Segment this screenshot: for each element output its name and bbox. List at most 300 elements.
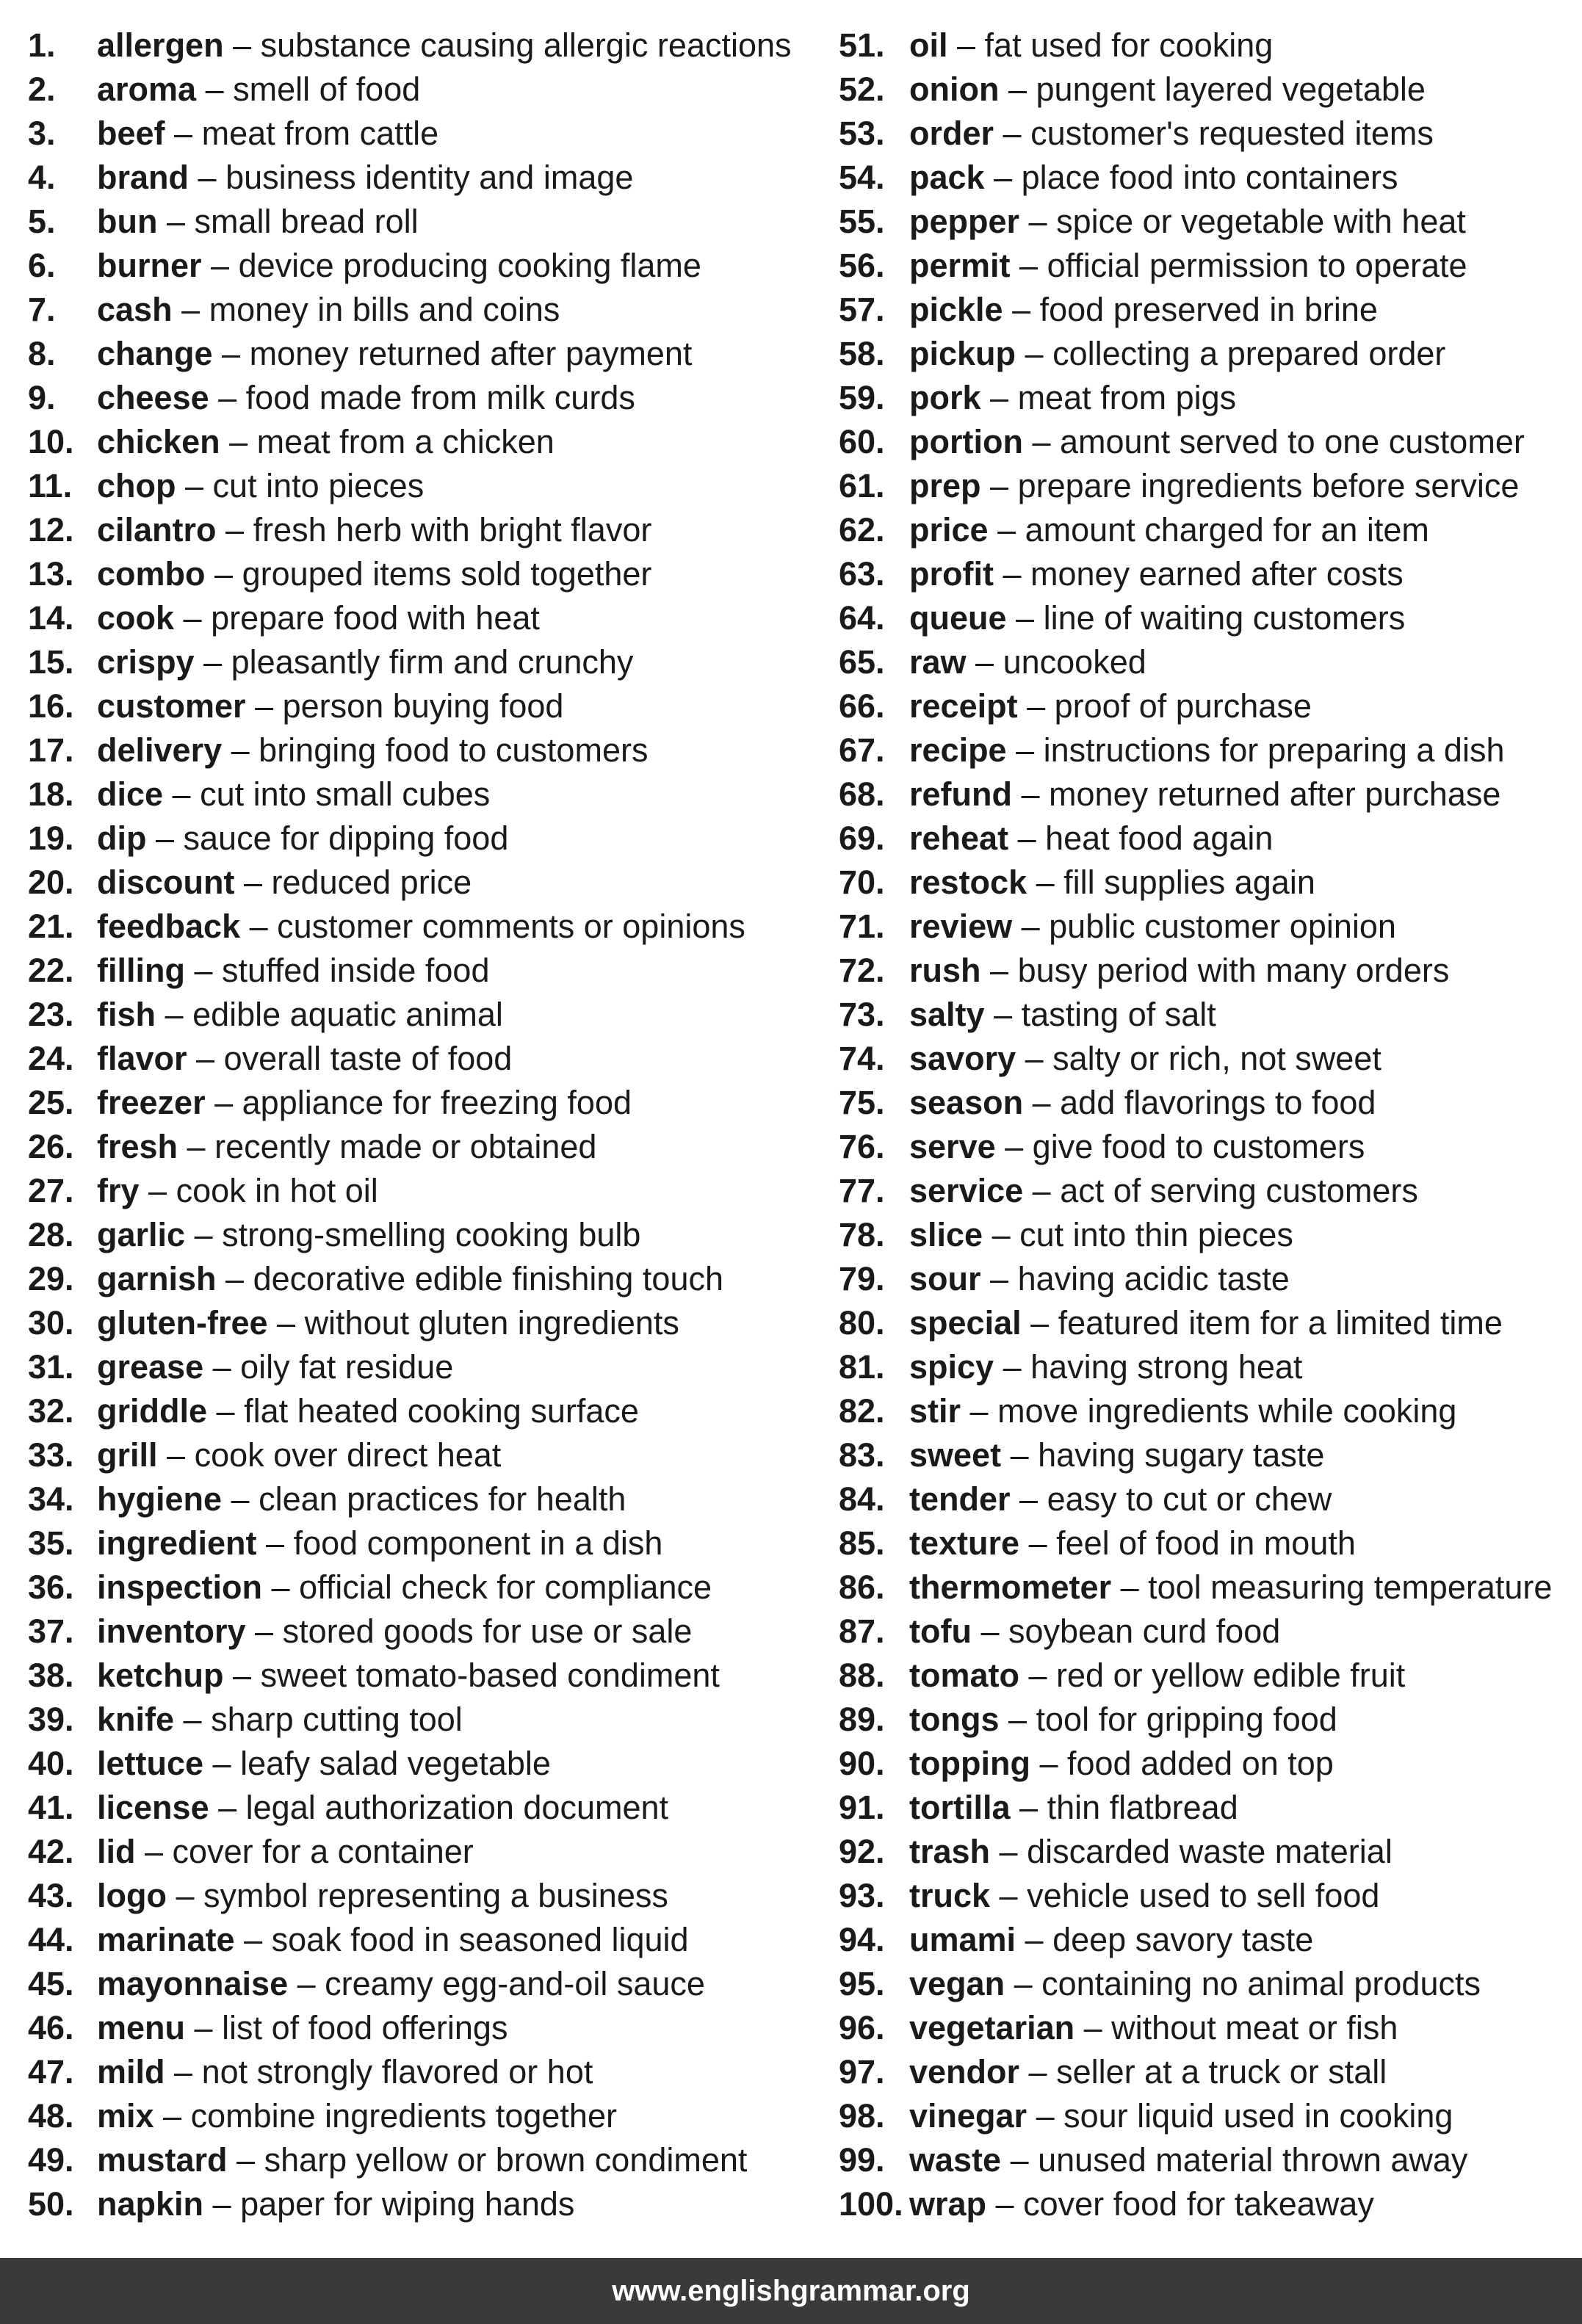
list-item: [839, 1081, 1573, 1125]
item-number: 99.: [839, 2141, 885, 2179]
dash-separator: –: [1006, 599, 1044, 637]
vocab-word: reheat: [909, 819, 1009, 857]
item-number: 65.: [839, 643, 885, 681]
dash-separator: –: [999, 70, 1036, 108]
definition: tool measuring temperature: [1148, 1568, 1553, 1606]
list-item: [28, 728, 806, 772]
list-item: [28, 1213, 806, 1257]
definition: combine ingredients together: [190, 2097, 617, 2135]
definition: person buying food: [282, 687, 564, 725]
vocab-word: cheese: [97, 379, 209, 416]
list-item: [28, 1918, 806, 1962]
item-number: 43.: [28, 1877, 74, 1914]
item-number: 51.: [839, 26, 885, 64]
list-item: [28, 1962, 806, 2006]
vocab-word: profit: [909, 555, 994, 593]
dash-separator: –: [1005, 1965, 1042, 2002]
list-item: [28, 684, 806, 728]
dash-separator: –: [185, 1216, 223, 1253]
list-item: [839, 1257, 1573, 1301]
item-number: 47.: [28, 2053, 74, 2090]
definition: smell of food: [233, 70, 421, 108]
vocab-word: spicy: [909, 1348, 994, 1386]
definition: list of food offerings: [222, 2009, 508, 2046]
dash-separator: –: [1001, 1436, 1039, 1474]
list-item: [839, 332, 1573, 376]
dash-separator: –: [994, 1348, 1031, 1386]
list-item: [28, 1081, 806, 1125]
item-number: 30.: [28, 1304, 74, 1342]
item-number: 10.: [28, 423, 74, 460]
dash-separator: –: [971, 1612, 1008, 1650]
item-number: 44.: [28, 1921, 74, 1958]
item-number: 40.: [28, 1745, 74, 1782]
list-item: [28, 23, 806, 68]
definition: official check for compliance: [299, 1568, 712, 1606]
definition: cut into small cubes: [200, 775, 491, 813]
item-number: 20.: [28, 864, 74, 901]
list-item: [839, 993, 1573, 1037]
definition: reduced price: [271, 864, 472, 901]
dash-separator: –: [187, 1040, 224, 1077]
definition: decorative edible finishing touch: [253, 1260, 724, 1297]
dash-separator: –: [983, 1216, 1020, 1253]
list-item: [839, 2138, 1573, 2182]
item-number: 60.: [839, 423, 885, 460]
list-item: [28, 949, 806, 993]
vocab-word: sweet: [909, 1436, 1002, 1474]
item-number: 13.: [28, 555, 74, 593]
vocab-word: mustard: [97, 2141, 228, 2179]
item-number: 62.: [839, 511, 885, 549]
vocab-word: season: [909, 1084, 1024, 1121]
list-item: [839, 552, 1573, 596]
dash-separator: –: [156, 996, 193, 1033]
definition: money earned after costs: [1030, 555, 1404, 593]
item-number: 70.: [839, 864, 885, 901]
list-item: [28, 1169, 806, 1213]
list-item: [839, 112, 1573, 156]
item-number: 21.: [28, 908, 74, 945]
definition: soak food in seasoned liquid: [271, 1921, 689, 1958]
list-item: [839, 2094, 1573, 2138]
list-item: [28, 1654, 806, 1698]
vocab-word: topping: [909, 1745, 1030, 1782]
list-item: [839, 156, 1573, 200]
item-number: 6.: [28, 247, 56, 284]
dash-separator: –: [139, 1172, 176, 1209]
item-number: 68.: [839, 775, 885, 813]
item-number: 7.: [28, 291, 56, 328]
list-item: [28, 1433, 806, 1477]
vocab-word: tofu: [909, 1612, 972, 1650]
vocab-word: lettuce: [97, 1745, 204, 1782]
dash-separator: –: [194, 643, 231, 681]
dash-separator: –: [205, 1084, 242, 1121]
dash-separator: –: [245, 1612, 283, 1650]
dash-separator: –: [196, 70, 234, 108]
item-number: 23.: [28, 996, 74, 1033]
vocab-word: fry: [97, 1172, 140, 1209]
dash-separator: –: [966, 643, 1003, 681]
definition: deep savory taste: [1052, 1921, 1314, 1958]
dash-separator: –: [209, 1789, 246, 1826]
dash-separator: –: [980, 467, 1018, 504]
vocab-word: oil: [909, 26, 948, 64]
definition: easy to cut or chew: [1047, 1480, 1332, 1518]
item-number: 54.: [839, 159, 885, 196]
definition: feel of food in mouth: [1056, 1524, 1356, 1562]
vocab-word: license: [97, 1789, 209, 1826]
list-item: [28, 596, 806, 640]
dash-separator: –: [223, 1657, 261, 1694]
list-item: [839, 1433, 1573, 1477]
dash-separator: –: [990, 1877, 1027, 1914]
list-item: [839, 949, 1573, 993]
definition: line of waiting customers: [1043, 599, 1406, 637]
vocab-word: waste: [909, 2141, 1002, 2179]
item-number: 75.: [839, 1084, 885, 1121]
vocab-word: umami: [909, 1921, 1016, 1958]
definition: unused material thrown away: [1038, 2141, 1468, 2179]
list-item: [839, 2050, 1573, 2094]
item-number: 89.: [839, 1701, 885, 1738]
item-number: 87.: [839, 1612, 885, 1650]
list-item: [839, 244, 1573, 288]
list-item: [28, 1786, 806, 1830]
vocab-word: onion: [909, 70, 1000, 108]
vocab-word: tender: [909, 1480, 1011, 1518]
vocab-word: wrap: [909, 2185, 987, 2223]
item-number: 59.: [839, 379, 885, 416]
definition: business identity and image: [225, 159, 634, 196]
item-number: 25.: [28, 1084, 74, 1121]
vocab-word: special: [909, 1304, 1022, 1342]
definition: oily fat residue: [240, 1348, 454, 1386]
vocab-word: mild: [97, 2053, 165, 2090]
definition: device producing cooking flame: [238, 247, 701, 284]
definition: legal authorization document: [245, 1789, 669, 1826]
definition: cut into pieces: [212, 467, 425, 504]
dash-separator: –: [990, 1833, 1027, 1870]
list-item: [28, 1874, 806, 1918]
definition: heat food again: [1045, 819, 1274, 857]
list-item: [839, 464, 1573, 508]
vocab-word: garlic: [97, 1216, 186, 1253]
vocab-word: vegetarian: [909, 2009, 1075, 2046]
item-number: 14.: [28, 599, 74, 637]
item-number: 28.: [28, 1216, 74, 1253]
list-item: [28, 552, 806, 596]
item-number: 92.: [839, 1833, 885, 1870]
item-number: 48.: [28, 2097, 74, 2135]
dash-separator: –: [203, 2185, 241, 2223]
definition: amount charged for an item: [1025, 511, 1429, 549]
definition: sharp cutting tool: [211, 1701, 463, 1738]
dash-separator: –: [995, 1128, 1033, 1165]
definition: pungent layered vegetable: [1036, 70, 1426, 108]
dash-separator: –: [174, 599, 212, 637]
item-number: 76.: [839, 1128, 885, 1165]
dash-separator: –: [166, 1877, 204, 1914]
definition: grouped items sold together: [242, 555, 652, 593]
dash-separator: –: [178, 1128, 215, 1165]
definition: sauce for dipping food: [183, 819, 509, 857]
vocab-word: stir: [909, 1392, 961, 1430]
definition: money returned after purchase: [1049, 775, 1501, 813]
dash-separator: –: [980, 952, 1018, 989]
item-number: 33.: [28, 1436, 74, 1474]
vocab-word: allergen: [97, 26, 224, 64]
definition: cook over direct heat: [194, 1436, 502, 1474]
vocab-word: refund: [909, 775, 1012, 813]
item-number: 19.: [28, 819, 74, 857]
item-number: 4.: [28, 159, 56, 196]
item-number: 88.: [839, 1657, 885, 1694]
vocab-word: serve: [909, 1128, 996, 1165]
vocab-word: portion: [909, 423, 1023, 460]
definition: bringing food to customers: [259, 731, 649, 769]
dash-separator: –: [947, 26, 985, 64]
dash-separator: –: [980, 379, 1018, 416]
item-number: 58.: [839, 335, 885, 372]
dash-separator: –: [262, 1568, 300, 1606]
vocab-word: tomato: [909, 1657, 1019, 1694]
vocab-word: garnish: [97, 1260, 217, 1297]
dash-separator: –: [157, 203, 195, 240]
vocab-word: beef: [97, 115, 165, 152]
vocab-word: grill: [97, 1436, 158, 1474]
definition: without meat or fish: [1111, 2009, 1398, 2046]
item-number: 42.: [28, 1833, 74, 1870]
item-number: 82.: [839, 1392, 885, 1430]
dash-separator: –: [185, 2009, 223, 2046]
list-item: [839, 1698, 1573, 1742]
list-item: [839, 1742, 1573, 1786]
item-number: 46.: [28, 2009, 74, 2046]
vocab-word: sour: [909, 1260, 981, 1297]
vocab-word: pork: [909, 379, 981, 416]
definition: act of serving customers: [1060, 1172, 1418, 1209]
dash-separator: –: [1027, 2097, 1064, 2135]
definition: uncooked: [1003, 643, 1146, 681]
item-number: 36.: [28, 1568, 74, 1606]
item-number: 83.: [839, 1436, 885, 1474]
item-number: 24.: [28, 1040, 74, 1077]
dash-separator: –: [1008, 819, 1046, 857]
list-item: [839, 1301, 1573, 1345]
item-number: 94.: [839, 1921, 885, 1958]
footer-url: www.englishgrammar.org: [612, 2275, 970, 2307]
definition: stuffed inside food: [222, 952, 490, 989]
definition: prepare food with heat: [211, 599, 540, 637]
vocab-word: raw: [909, 643, 967, 681]
list-item: [28, 1389, 806, 1433]
list-item: [839, 817, 1573, 861]
dash-separator: –: [999, 1701, 1036, 1738]
vocab-word: bun: [97, 203, 158, 240]
list-item: [839, 1918, 1573, 1962]
item-number: 57.: [839, 291, 885, 328]
vocab-word: cook: [97, 599, 175, 637]
vocab-word: vendor: [909, 2053, 1020, 2090]
vocab-word: salty: [909, 996, 985, 1033]
definition: cover food for takeaway: [1023, 2185, 1374, 2223]
list-item: [839, 1521, 1573, 1565]
definition: soybean curd food: [1008, 1612, 1281, 1650]
list-item: [28, 817, 806, 861]
vocab-word: freezer: [97, 1084, 206, 1121]
definition: fresh herb with bright flavor: [253, 511, 652, 549]
definition: food preserved in brine: [1039, 291, 1378, 328]
dash-separator: –: [1074, 2009, 1112, 2046]
definition: not strongly flavored or hot: [201, 2053, 593, 2090]
vocab-word: mix: [97, 2097, 154, 2135]
vocab-word: aroma: [97, 70, 197, 108]
item-number: 2.: [28, 70, 56, 108]
definition: thin flatbread: [1047, 1789, 1238, 1826]
list-item: [839, 1962, 1573, 2006]
item-number: 9.: [28, 379, 56, 416]
dash-separator: –: [1019, 1524, 1057, 1562]
vocab-word: fish: [97, 996, 156, 1033]
definition: tasting of salt: [1021, 996, 1216, 1033]
definition: place food into containers: [1021, 159, 1398, 196]
vocab-word: order: [909, 115, 994, 152]
definition: appliance for freezing food: [242, 1084, 632, 1121]
dash-separator: –: [234, 1921, 272, 1958]
list-item: [28, 420, 806, 464]
list-item: [839, 1830, 1573, 1874]
vocab-word: gluten-free: [97, 1304, 268, 1342]
list-item: [28, 1477, 806, 1521]
definition: sharp yellow or brown condiment: [264, 2141, 748, 2179]
vocab-word: grease: [97, 1348, 204, 1386]
dash-separator: –: [1010, 1480, 1047, 1518]
definition: sour liquid used in cooking: [1063, 2097, 1453, 2135]
item-number: 49.: [28, 2141, 74, 2179]
vocab-word: logo: [97, 1877, 167, 1914]
item-number: 41.: [28, 1789, 74, 1826]
list-item: [28, 1698, 806, 1742]
item-number: 91.: [839, 1789, 885, 1826]
list-item: [28, 288, 806, 332]
item-number: 3.: [28, 115, 56, 152]
dash-separator: –: [222, 731, 259, 769]
vocab-word: hygiene: [97, 1480, 223, 1518]
definition: creamy egg-and-oil sauce: [325, 1965, 705, 2002]
list-item: [28, 244, 806, 288]
list-item: [28, 1257, 806, 1301]
item-number: 84.: [839, 1480, 885, 1518]
item-number: 8.: [28, 335, 56, 372]
dash-separator: –: [203, 1745, 241, 1782]
item-number: 32.: [28, 1392, 74, 1430]
vocab-word: service: [909, 1172, 1024, 1209]
dash-separator: –: [994, 115, 1031, 152]
definition: flat heated cooking surface: [244, 1392, 639, 1430]
vocab-word: chop: [97, 467, 176, 504]
list-item: [839, 23, 1573, 68]
list-item: [28, 2006, 806, 2050]
definition: food component in a dish: [293, 1524, 663, 1562]
dash-separator: –: [165, 2053, 202, 2090]
list-item: [839, 508, 1573, 552]
vocab-word: feedback: [97, 908, 241, 945]
definition: pleasantly firm and crunchy: [231, 643, 634, 681]
list-item: [839, 1610, 1573, 1654]
definition: without gluten ingredients: [304, 1304, 679, 1342]
list-item: [839, 68, 1573, 112]
item-number: 52.: [839, 70, 885, 108]
dash-separator: –: [256, 1524, 294, 1562]
list-item: [28, 1610, 806, 1654]
list-item: [839, 1565, 1573, 1610]
dash-separator: –: [1012, 908, 1050, 945]
item-number: 22.: [28, 952, 74, 989]
vocab-word: griddle: [97, 1392, 208, 1430]
dash-separator: –: [1016, 1921, 1053, 1958]
vocab-word: tortilla: [909, 1789, 1011, 1826]
list-item: [28, 332, 806, 376]
definition: having strong heat: [1030, 1348, 1303, 1386]
item-number: 5.: [28, 203, 56, 240]
item-number: 97.: [839, 2053, 885, 2090]
vocab-word: vinegar: [909, 2097, 1027, 2135]
definition: cook in hot oil: [176, 1172, 378, 1209]
vocab-word: change: [97, 335, 213, 372]
dash-separator: –: [267, 1304, 305, 1342]
vocab-word: customer: [97, 687, 246, 725]
vocab-word: receipt: [909, 687, 1018, 725]
item-number: 93.: [839, 1877, 885, 1914]
dash-separator: –: [984, 996, 1022, 1033]
item-number: 18.: [28, 775, 74, 813]
definition: red or yellow edible fruit: [1056, 1657, 1406, 1694]
item-number: 27.: [28, 1172, 74, 1209]
item-number: 81.: [839, 1348, 885, 1386]
vocab-word: pickle: [909, 291, 1003, 328]
right-column: [839, 23, 1573, 2226]
definition: containing no animal products: [1041, 1965, 1481, 2002]
list-item: [839, 1213, 1573, 1257]
vocab-word: queue: [909, 599, 1007, 637]
item-number: 63.: [839, 555, 885, 593]
definition: salty or rich, not sweet: [1052, 1040, 1381, 1077]
definition: vehicle used to sell food: [1027, 1877, 1380, 1914]
dash-separator: –: [1023, 1172, 1061, 1209]
vocab-word: slice: [909, 1216, 983, 1253]
item-number: 98.: [839, 2097, 885, 2135]
item-number: 85.: [839, 1524, 885, 1562]
dash-separator: –: [153, 2097, 191, 2135]
dash-separator: –: [201, 247, 239, 284]
item-number: 15.: [28, 643, 74, 681]
vocab-word: texture: [909, 1524, 1020, 1562]
definition: money returned after payment: [249, 335, 693, 372]
definition: meat from pigs: [1017, 379, 1237, 416]
item-number: 1.: [28, 26, 56, 64]
definition: customer's requested items: [1030, 115, 1434, 152]
list-item: [28, 200, 806, 244]
item-number: 69.: [839, 819, 885, 857]
list-item: [839, 772, 1573, 817]
vocab-word: cilantro: [97, 511, 217, 549]
definition: small bread roll: [194, 203, 419, 240]
definition: edible aquatic animal: [192, 996, 503, 1033]
item-number: 45.: [28, 1965, 74, 2002]
vocab-word: inventory: [97, 1612, 246, 1650]
